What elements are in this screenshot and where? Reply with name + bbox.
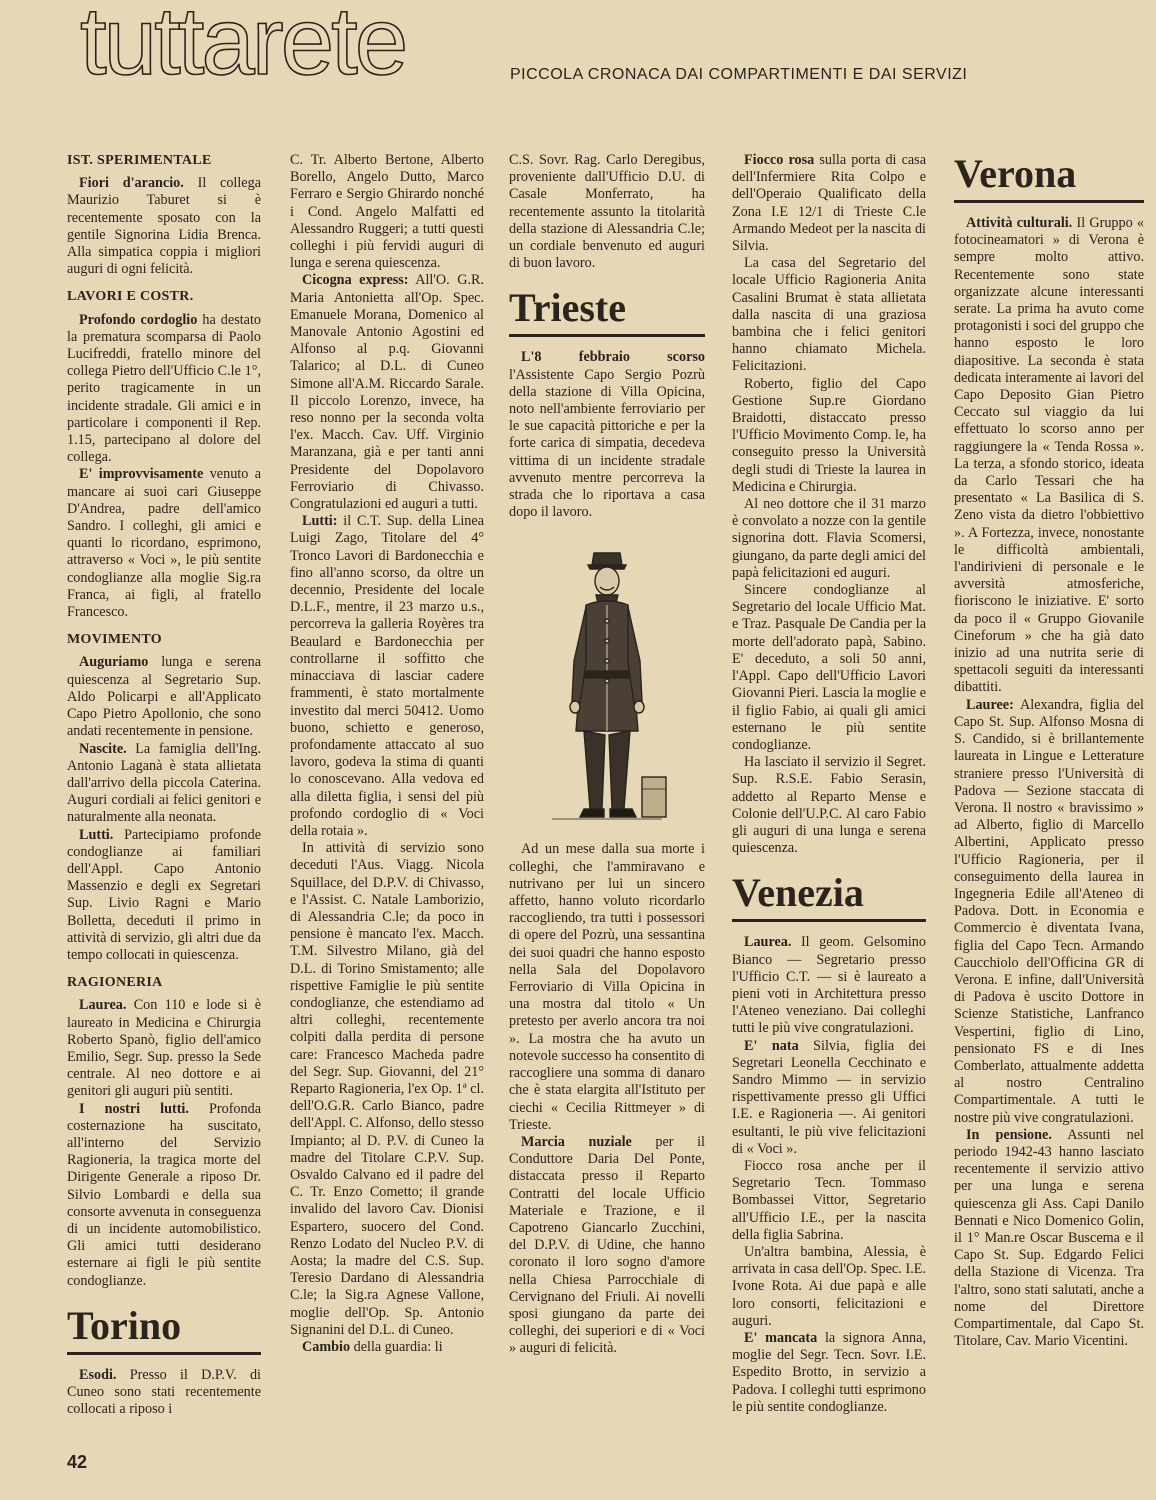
- lead-in: Fiori d'arancio.: [79, 175, 184, 192]
- heading-rule: [954, 200, 1144, 203]
- article-paragraph: [732, 934, 926, 1037]
- lead-in: Cambio: [302, 1339, 351, 1356]
- column-3: [509, 152, 705, 1358]
- section-heading: IST. SPERIMENTALE: [67, 153, 212, 168]
- article-paragraph: [67, 175, 261, 278]
- article-paragraph: Un'altra bambina, Alessia, è arrivata in casa dell'Op. Spec. I.E. Ivone Rota. Ai due papà e alle loro consorti, felicitazioni e auguri.: [732, 1243, 926, 1329]
- article-paragraph: [509, 349, 705, 521]
- paragraph-text: Con 110 e lode si è laureato in Medicina e Chirurgia Roberto Spanò, figlio dell'amico Emilio, Segr. Sup. presso la Sede centrale. Al neo dottore e ai genitori gli auguri più sentiti.: [67, 997, 261, 1100]
- heading-rule: [67, 1352, 261, 1355]
- railwayman-illustration: [509, 531, 705, 831]
- lead-in: L'8 febbraio scorso: [521, 349, 705, 366]
- railwayman-figure-icon: [542, 531, 672, 831]
- lead-in: Attività culturali.: [966, 215, 1073, 231]
- article-paragraph: [509, 1134, 705, 1358]
- paragraph-text: La famiglia dell'Ing. Antonio Laganà è stata allietata dall'arrivo della piccola Caterina. Auguri cordiali ai felici genitori e naturalmente alla neonata.: [67, 740, 261, 826]
- lead-in: I nostri lutti.: [79, 1100, 189, 1117]
- paragraph-text: Presso il D.P.V. di Cuneo sono stati recentemente collocati a riposo i: [67, 1366, 261, 1418]
- paragraph-text: All'O. G.R. Maria Antonietta all'Op. Spec. Emanuele Morana, Domenico al Manovale Antonio Agostini ed Alfonso al p.q. Giovanni Talarico; al D.L. di Cuneo Simone all'A.M. Riccardo Sarale. Il piccolo Lorenzo, invece, ha reso nonno per la seconda volta l'ex. Macch. Cav. Uff. Virginio Maranzana, già e per tanti anni Presidente del Dopolavoro Ferroviario di Chivasso. Congratulazioni ed auguri a tutti.: [290, 272, 484, 513]
- paragraph-text: sulla porta di casa dell'Infermiere Rita Colpo e dell'Operaio Qualificato della Zona I.E 12/1 di Trieste C.le Armando Medeot per la nascita di Silvia.: [732, 152, 926, 255]
- page-number: 42: [67, 1452, 88, 1472]
- article-paragraph: [67, 654, 261, 740]
- paragraph-text: ha destato la prematura scomparsa di Paolo Lucifreddi, fratello minore del collega Pietro dell'Ufficio C.le 1°, perito tragicamente in un incidente stradale. Gli amici e in particolare i componenti il Rep. 1.15, partecipano al dolore del collega.: [67, 311, 261, 466]
- article-paragraph: [954, 1127, 1144, 1351]
- article-paragraph: [67, 997, 261, 1100]
- article-paragraph: In attività di servizio sono deceduti l'Aus. Viagg. Nicola Squillace, del D.P.V. di Chivasso, e l'Assist. C. Natale Lamborizio, di Alessandria C.le; da poco in pensione è mancato l'ex. Macch. T.M. Silvestro Milano, già del D.L. di Torino Smistamento; alle rispettive Famiglie le più sentite condoglianze, che estendiamo ad altri colleghi, recentemente colpiti dalla perdita di persone care: Francesco Macheda padre del Segr. Sup. Giovanni, del 21° Reparto Ragioneria, l'ex Op. 1ª cl. dell'O.G.R. Carlo Bianco, padre dell'Appl. C. Alfonso, dello stesso Impianto; al D. P.V. di Cuneo la madre del Titolare C.P.V. Sup. Osvaldo Calvano ed il padre del C. Tr. Enzo Cometto; il grande invalido del lavoro Cav. Dionisi Espartero, suocero del Cond. Renzo Lodato del Nucleo P.V. di Aosta; la madre del C.S. Sup. Teresio Dardano di Alessandria C.le; la Sig.ra Agnese Vallone, moglie dell'Op. Sp. Antonio Signanini del D.L. di Cuneo.: [290, 840, 485, 1338]
- article-paragraph: Ha lasciato il servizio il Segret. Sup. R.S.E. Fabio Serasin, addetto al Reparto Mense e Colonie dell'U.P.C. Al caro Fabio gli auguri di una lunga e serena quiescenza.: [732, 754, 926, 857]
- section-heading: MOVIMENTO: [67, 632, 162, 648]
- article-paragraph: [732, 1038, 926, 1158]
- paragraph-text: venuto a mancare ai suoi cari Giuseppe D'Andrea, padre dell'amico Sandro. I colleghi, gli amici e quanti lo ricordano, esprimono, attraverso « Voci », le più sentite condoglianze alla moglie Sig.ra Franca, ai figli, al fratello Francesco.: [67, 466, 261, 621]
- paragraph-text: Il geom. Gelsomino Bianco — Segretario presso l'Ufficio C.T. — si è laureato a pieni voti in Architettura presso l'Ateneo veneziano. Dai colleghi tutti le più vive congratulazioni.: [732, 934, 926, 1037]
- article-paragraph: [67, 1101, 261, 1290]
- paragraph-text: Profonda costernazione ha suscitato, all'interno del Servizio Ragioneria, la tragica morte del Dirigente Generale a riposo Dr. Silvio Lombardi e della sua consorte avvenuta in conseguenza di un incidente automobilistico. Gli amici tutti desiderano esternare ai figli le più sentite condoglianze.: [67, 1100, 261, 1289]
- article-paragraph: [290, 513, 484, 840]
- article-paragraph: [290, 272, 484, 513]
- article-paragraph: Al neo dottore che il 31 marzo è convolato a nozze con la gentile signorina dott. Flavia Scomersi, giungano, da parte degli amici del papà felicitazioni ed auguri.: [732, 496, 926, 581]
- article-paragraph: [954, 215, 1144, 697]
- lead-in: Lutti:: [302, 513, 338, 530]
- heading-rule: [509, 334, 705, 337]
- article-paragraph: [67, 1367, 261, 1419]
- article-paragraph: [732, 152, 926, 255]
- paragraph-text: l'Assistente Capo Sergio Pozrù della stazione di Villa Opicina, noto nell'ambiente ferroviario per le sue capacità pittoriche e per la forte carica di simpatia, decedeva vittima di un incidente stradale avvenuto mentre percorreva la strada che lo riportava a casa dopo il lavoro.: [509, 366, 705, 521]
- article-paragraph: [732, 1330, 926, 1416]
- paragraph-text: Alexandra, figlia del Capo St. Sup. Alfonso Mosna di S. Candido, si è brillantemente laureata in Lingue e Letterature straniere presso l'Università di Padova — Sezione staccata di Verona. Il nostro « bravissimo » ad Alberto, figlio di Marcello Albertini, Applicato presso l'Ufficio Ragioneria, per il conseguimento della laurea in Ingegneria Edile all'Ateneo di Padova. Dott. in Economia e Commercio è diventata Ivana, figlia del Capo Tecn. Armando Caucchiolo dell'Officina GR di Verona. E infine, dall'Università di Padova è uscito Dottore in Scienze Statistiche, Lanfranco Vespertini, figlio di Lino, pensionato FS e di Ines Comberlato, attualmente addetta al nostro Centralino Compartimentale. A tutti le nostre più vive congratulazioni.: [954, 696, 1144, 1126]
- lead-in: Profondo cordoglio: [79, 311, 198, 328]
- article-paragraph: C. Tr. Alberto Bertone, Alberto Borello, Angelo Dutto, Marco Ferraro e Sergio Ghirardo nonché i Cond. Angelo Malfatti ed Alessandro Ruggeri; a tutti questi colleghi i più fervidi auguri di lunga e serena quiescenza.: [290, 152, 484, 272]
- lead-in: Cicogna express:: [302, 272, 409, 289]
- magazine-brand: tuttarete: [80, 0, 406, 95]
- paragraph-text: la signora Anna, moglie del Segr. Tecn. Sovr. I.E. Espedito Brotto, in servizio a Padova. I colleghi tutti esprimono le più sentite condoglianze.: [732, 1330, 926, 1415]
- city-heading-trieste: Trieste: [509, 285, 626, 331]
- city-heading-verona: Verona: [954, 151, 1077, 196]
- masthead-subtitle: PICCOLA CRONACA DAI COMPARTIMENTI E DAI SERVIZI: [510, 66, 968, 83]
- article-paragraph: C.S. Sovr. Rag. Carlo Deregibus, proveniente dall'Ufficio D.U. di Casale Monferrato, ha recentemente assunto la titolarità della stazione di Alessandria C.le; un cordiale benvenuto ed auguri di buon lavoro.: [509, 152, 705, 272]
- column-4: [732, 152, 926, 1416]
- paragraph-text: Assunti nel periodo 1942-43 hanno lasciato recentemente il servizio attivo per una lunga e serena quiescenza gli Ass. Capi Danilo Bennati e Nico Domenico Golin, il 1° Man.re Oscar Buscema e il Capo St. Sup. Edgardo Felici della Stazione di Vicenza. Tra l'altro, sono stati salutati, anche a nome del Direttore Compartimentale, dal Capo St. Titolare, Cav. Mario Vicentini.: [954, 1126, 1144, 1350]
- article-paragraph: [67, 827, 261, 965]
- paragraph-text: Partecipiamo profonde condoglianze ai familiari dell'Appl. Capo Antonio Massenzio e degli ex Segretari Sup. Livio Ragni e Mario Bolletta, deceduti il primo in attività di servizio, gli altri due da tempo collocati in quiescenza.: [67, 826, 261, 963]
- lead-in: E' improvvisamente: [79, 466, 204, 483]
- paragraph-text: della guardia: li: [350, 1339, 443, 1356]
- paragraph-text: lunga e serena quiescenza al Segretario Sup. Aldo Policarpi e all'Applicato Capo Pietro Apollonio, che sono andati recentemente in pensione.: [67, 654, 261, 740]
- article-paragraph: [67, 741, 261, 827]
- article-paragraph: La casa del Segretario del locale Ufficio Ragioneria Anita Casalini Brumat è stata allietata dalla nascita di una graziosa bambina che i felici genitori hanno chiamato Michela. Felicitazioni.: [732, 255, 926, 375]
- column-5: [954, 152, 1144, 1350]
- article-paragraph: Fiocco rosa anche per il Segretario Tecn. Tommaso Bombassei Vittor, Segretario all'Ufficio I.E., per la nascita della figlia Sabrina.: [732, 1157, 926, 1243]
- lead-in: Lauree:: [966, 696, 1014, 713]
- paragraph-text: Il collega Maurizio Taburet si è recentemente sposato con la gentile Signorina Lidia Brenca. Alla simpatica coppia i migliori auguri di ogni felicità.: [67, 175, 261, 278]
- section-heading: RAGIONERIA: [67, 975, 163, 991]
- article-paragraph: [67, 466, 261, 621]
- article-paragraph: [67, 312, 261, 467]
- lead-in: Lutti.: [79, 826, 114, 843]
- paragraph-text: per il Conduttore Daria Del Ponte, distaccata presso il Reparto Contratti del locale Ufficio Materiale e Trazione, e il Capotreno Giancarlo Zucchini, del D.P.V. di Udine, che hanno coronato il loro sogno d'amore nella Chiesa Parrocchiale di Cervignano del Friuli. Ai novelli sposi giungano da parte dei colleghi, dei superiori e di « Voci » auguri di felicità.: [509, 1133, 705, 1357]
- article-paragraph: Roberto, figlio del Capo Gestione Sup.re Giordano Braidotti, distaccato presso l'Ufficio Movimento Comp. le, ha conseguito presso la Università degli studi di Trieste la laurea in Medicina e Chirurgia.: [732, 375, 926, 495]
- article-paragraph: Ad un mese dalla sua morte i colleghi, che l'ammiravano e nutrivano per lui un sincero affetto, hanno voluto ricordarlo raccogliendo, tra tutti i possessori di opere del Pozrù, una sessantina dei suoi quadri che hanno esposto nella Sala del Dopolavoro Ferroviario di Villa Opicina in una mostra dal titolo « Un pretesto per averlo ancora tra noi ». La mostra che ha avuto un notevole successo ha consentito di raccogliere una somma di danaro che è stata elargita all'Istituto per ciechi « Cecilia Rittmeyer » di Trieste.: [509, 841, 705, 1133]
- masthead: [80, 0, 1080, 100]
- paragraph-text: il C.T. Sup. della Linea Luigi Zago, Titolare del 4° Tronco Lavori di Bardonecchia e fino all'anno scorso, da oltre un decennio, Presidente del locale D.L.F., mentre, il 23 marzo u.s., percorreva la galleria Royères tra Beaulard e Bardonecchia per controllarne il soffitto che minacciava di lasciar cadere frammenti, è stato mortalmente investito dal merci 50412. Uomo buono, schietto e generoso, profondamente attaccato al suo lavoro, godeva la stima di quanti lo conoscevano. Alla vedova ed alla diletta figlia, i sensi del più profondo cordoglio di « Voci della rotaia ».: [290, 513, 484, 839]
- city-heading-torino: Torino: [67, 1302, 182, 1348]
- city-heading-venezia: Venezia: [732, 870, 864, 916]
- lead-in: Laurea.: [79, 997, 127, 1014]
- lead-in: Nascite.: [79, 740, 127, 757]
- lead-in: Auguriamo: [79, 654, 149, 671]
- paragraph-text: Il Gruppo « fotocineamatori » di Verona è sempre molto attivo. Recentemente sono state organizzate alcune interessanti serate. La prima ha avuto come protagonisti i soci del gruppo che hanno esposto le loro diapositive. La seconda è stata dedicata interamente ai lavori del Capo Deposito Gian Pietro Ceccato sul viaggio da lui effettuato lo scorso anno per raggiungere la « Tenda Rossa ». La terza, a sfondo storico, ideata da Carlo Tessari che ha presentato « La Basilica di S. Zeno vista da dietro l'obbiettivo ». A Fortezza, invece, nonostante le difficoltà ambientali, l'andirivieni di personale e le avversità atmosferiche, fioriscono le iniziative. E' sorto da poco il « Gruppo Giovanile Cineforum » che ha già dato inizio ad una nutrita serie di spettacoli seguiti da interessanti dibattiti.: [954, 215, 1144, 696]
- lead-in: Esodi.: [79, 1366, 117, 1383]
- lead-in: E' nata: [744, 1037, 799, 1054]
- article-paragraph: [954, 697, 1144, 1127]
- lead-in: E' mancata: [744, 1330, 818, 1346]
- paragraph-text: Silvia, figlia dei Segretari Leonella Cecchinato e Sandro Mimmo — in servizio rispettivamente presso gli Uffici I.E. e Ragioneria —. Ai genitori esultanti, le più vive felicitazioni di « Voci ».: [732, 1037, 926, 1157]
- article-paragraph: [290, 1339, 484, 1356]
- section-heading: LAVORI E COSTR.: [67, 289, 194, 305]
- lead-in: Fiocco rosa: [744, 152, 815, 168]
- lead-in: Laurea.: [744, 934, 792, 951]
- lead-in: In pensione.: [966, 1126, 1052, 1143]
- article-paragraph: Sincere condoglianze al Segretario del locale Ufficio Mat. e Traz. Pasquale De Candia per la morte dell'adorato papà, Sabino. E' deceduto, a soli 50 anni, l'Appl. Capo dell'Ufficio Lavori Giovanni Pieri. Lascia la moglie e il figlio Fabio, ai quali gli amici esternano le più sentite condoglianze.: [732, 582, 926, 753]
- lead-in: Marcia nuziale: [521, 1133, 632, 1150]
- column-1: [67, 152, 261, 1418]
- heading-rule: [732, 919, 926, 922]
- column-2: [290, 152, 484, 1356]
